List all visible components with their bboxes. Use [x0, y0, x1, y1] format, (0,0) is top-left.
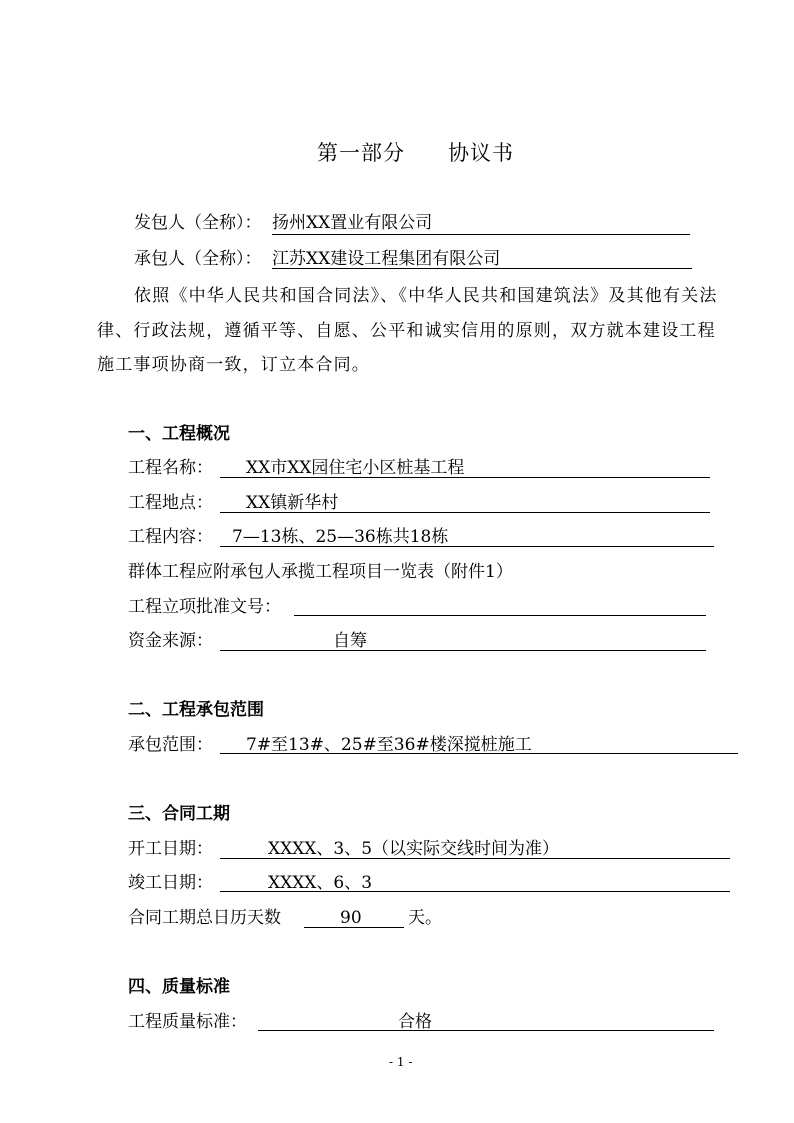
project-content-label: 工程内容： — [128, 527, 213, 547]
project-location-value: XX镇新华村 — [246, 493, 339, 513]
scope-value: 7#至13#、25#至36#楼深搅桩施工 — [246, 735, 532, 755]
section2-heading: 二、工程承包范围 — [128, 700, 264, 720]
end-date-value: XXXX、6、3 — [268, 873, 373, 893]
approval-number-underline — [294, 615, 706, 616]
project-content-underline — [220, 546, 714, 547]
project-name-underline — [220, 477, 710, 478]
end-date-underline — [220, 891, 730, 892]
doc-title-part: 第一部分 — [317, 141, 405, 165]
funds-source-label: 资金来源： — [128, 631, 213, 651]
quality-standard-label: 工程质量标准： — [128, 1012, 247, 1032]
preamble-line-2: 律、行政法规，遵循平等、自愿、公平和诚实信用的原则，双方就本建设工程 — [97, 321, 716, 341]
funds-source-underline — [220, 650, 706, 651]
start-date-underline — [220, 858, 730, 859]
preamble-line-3: 施工事项协商一致，订立本合同。 — [97, 355, 370, 375]
employer-underline — [272, 234, 690, 235]
employer-label: 发包人（全称）： — [134, 213, 262, 233]
employer-value: 扬州XX置业有限公司 — [272, 213, 433, 233]
total-days-value: 90 — [340, 908, 362, 928]
contractor-label: 承包人（全称）： — [134, 249, 262, 269]
funds-source-value: 自筹 — [333, 631, 367, 651]
total-days-suffix: 天。 — [408, 908, 442, 928]
section4-heading: 四、质量标准 — [128, 977, 230, 997]
project-content-value: 7—13栋、25—36栋共18栋 — [232, 527, 449, 547]
section1-heading: 一、工程概况 — [128, 424, 230, 444]
quality-standard-underline — [258, 1030, 714, 1031]
approval-number-label: 工程立项批准文号： — [128, 597, 281, 617]
contractor-value: 江苏XX建设工程集团有限公司 — [272, 249, 501, 269]
total-days-prefix: 合同工期总日历天数 — [128, 908, 281, 928]
project-name-label: 工程名称： — [128, 458, 213, 478]
start-date-label: 开工日期： — [128, 839, 213, 859]
group-project-note: 群体工程应附承包人承揽工程项目一览表（附件1） — [128, 562, 513, 582]
scope-underline — [220, 753, 738, 754]
doc-title-name: 协议书 — [448, 141, 514, 165]
page-number: - 1 - — [389, 1055, 413, 1069]
total-days-underline — [304, 927, 404, 928]
scope-label: 承包范围： — [128, 735, 213, 755]
preamble-line-1: 依照《中华人民共和国合同法》、《中华人民共和国建筑法》及其他有关法 — [134, 286, 718, 306]
project-location-label: 工程地点： — [128, 493, 213, 513]
start-date-value: XXXX、3、5（以实际交线时间为准） — [268, 839, 560, 859]
project-name-value: XX市XX园住宅小区桩基工程 — [246, 458, 465, 478]
section3-heading: 三、合同工期 — [128, 804, 230, 824]
project-location-underline — [220, 512, 710, 513]
contractor-underline — [272, 268, 692, 269]
end-date-label: 竣工日期： — [128, 873, 213, 893]
quality-standard-value: 合格 — [398, 1012, 432, 1032]
